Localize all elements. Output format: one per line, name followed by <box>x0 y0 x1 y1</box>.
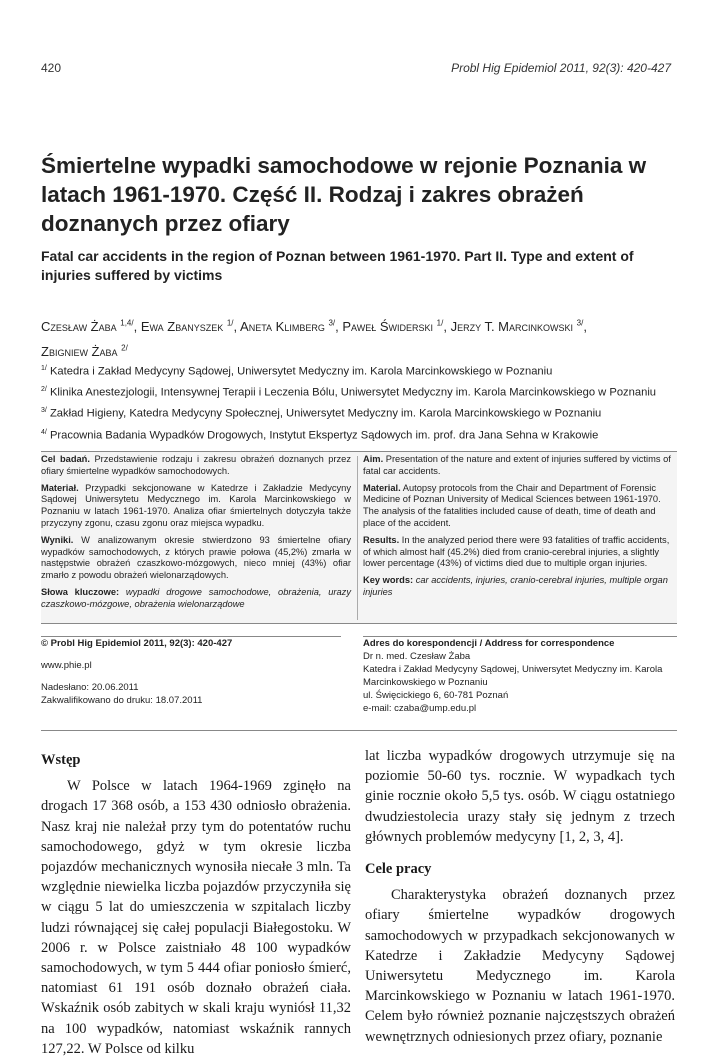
author: Zbigniew Żaba $^{2/}$ <box>41 343 128 359</box>
body-paragraph: Charakterystyka obrażeń doznanych przez ofiary śmiertelne wypadków drogowych samochodowych w przypadkach sekcjonowanych w Katedrze i Zakładzie Medycyny Sądowej Uniwersytetu Medycznego im. Karola Marcinkowskiego w Poznaniu w latach 1961-1970. Celem było również poznanie najczęstszych obrażeń wewnętrznych odniesionych przez ofiary, poznanie <box>365 887 675 1045</box>
section-heading-introduction: Wstęp <box>41 752 81 768</box>
section-heading-aims: Cele pracy <box>365 861 432 878</box>
abstract-box <box>41 451 677 624</box>
affiliation-list <box>41 360 691 445</box>
correspondence-email[interactable]: e-mail: czaba@ump.edu.pl <box>363 703 477 714</box>
author: Czesław Żaba $^{1,4/}$, <box>41 319 141 335</box>
author: Jerzy T. Marcinkowski $^{3/}$, <box>450 319 587 335</box>
article-title-english: Fatal car accidents in the region of Poznan between 1961-1970. Part II. Type and extent of injuries suffered by victims <box>41 248 634 283</box>
author: Ewa Zbanyszek $^{1/}$, <box>140 319 241 335</box>
page-number: 420 <box>41 61 62 75</box>
correspondence-address: ul. Święcickiego 6, 60-781 Poznań <box>363 690 509 701</box>
correspondence-heading: Adres do korespondencji / Address for correspondence <box>363 638 615 649</box>
publication-info <box>41 637 341 707</box>
abstract-polish: Cel badań. Przedstawienie rodzaju i zakresu obrażeń doznanych przez ofiary śmiertelne wypadków samochodowych. Materiał. Przypadki sekcjonowane w Katedrze i Zakładzie Medycyny Sądowej Uniwersytetu Medycznego im. Karola Marcinkowskiego w Poznaniu w latach 1961-1970. Analiza ofiar śmiertelnych dotyczyła także przyczyny zgonu, czasu zgonu oraz miejsca wypadku. Wyniki. W analizowanym okresie stwierdzono 93 śmiertelne ofiary wypadków samochodowych, z których prawie połowa (45,2%) zmarła w następstwie obrażeń czaszkowo-mózgowych, nieco mniej (43%) ofiar zmarło z powodu obrażeń wielonarządowych. Słowa kluczowe: wypadki drogowe samochodowe, obrażenia, urazy czaszkowo-mózgowe, obrażenia wielonarządowe <box>41 454 351 609</box>
website-link[interactable]: www.phie.pl <box>41 660 92 671</box>
journal-header: Probl Hig Epidemiol 2011, 92(3): 420-427 <box>451 61 671 75</box>
article-title-polish: Śmiertelne wypadki samochodowe w rejonie Poznania w latach 1961-1970. Część II. Rodzaj i zakres obrażeń doznanych przez ofiary <box>41 153 647 236</box>
section-separator <box>41 730 677 731</box>
correspondence-info <box>363 637 679 715</box>
correspondence-institution: Katedra i Zakład Medycyny Sądowej, Uniwersytet Medyczny im. Karola Marcinkowskiego w Poznaniu <box>363 664 663 688</box>
correspondence-name: Dr n. med. Czesław Żaba <box>363 651 471 662</box>
body-paragraph: lat liczba wypadków drogowych utrzymuje się na poziomie 50-60 tys. rocznie. W wypadkach tych ginie rocznie około 5,5 tys. osób. W ciągu ostatniego dwudziestolecia urazy stały się jednym z trzech głównych problemów medycyny [1, 2, 3, 4]. <box>365 748 675 845</box>
author-list <box>41 313 681 362</box>
citation: © Probl Hig Epidemiol 2011, 92(3): 420-427 <box>41 638 233 649</box>
body-column-right <box>365 746 675 1047</box>
affiliation: $^{1/}$ Katedra i Zakład Medycyny Sądowej, Uniwersytet Medyczny im. Karola Marcinkowskiego w Poznaniu <box>41 365 553 378</box>
affiliation: $^{2/}$ Klinika Anestezjologii, Intensywnej Terapii i Leczenia Bólu, Uniwersytet Medyczny im. Karola Marcinkowskiego w Poznaniu <box>41 386 657 399</box>
author: Paweł Świderski $^{1/}$, <box>342 319 451 335</box>
accepted-date: Zakwalifikowano do druku: 18.07.2011 <box>41 695 203 706</box>
abstract-divider <box>357 456 358 620</box>
submitted-date: Nadesłano: 20.06.2011 <box>41 682 139 693</box>
author: Aneta Klimberg $^{3/}$, <box>240 319 343 335</box>
affiliation: $^{4/}$ Pracownia Badania Wypadków Drogowych, Instytut Ekspertyz Sądowych im. prof. dra Jana Sehna w Krakowie <box>41 428 599 442</box>
body-column-left <box>41 750 351 1059</box>
affiliation: $^{3/}$ Zakład Higieny, Katedra Medycyny Społecznej, Uniwersytet Medyczny im. Karola Marcinkowskiego w Poznaniu <box>41 407 602 421</box>
body-paragraph: W Polsce w latach 1964-1969 zginęło na drogach 17 368 osób, a 153 430 odniosło obrażenia. Nasz kraj nie należał przy tym do potentatów ruchu samochodowego, gdyż w tym okresie liczba pojazdów mechanicznych wynosiła niecałe 3 mln. Ta względnie niewielka liczba pojazdów przyczyniła się w ciągu 5 lat do umieszczenia w szpitalach liczby ludzi równającej się całej populacji Białegostoku. W 2006 r. w Polsce zaistniało 48 100 wypadków samochodowych, w tym 5 444 ofiar poniosło śmierć, natomiast 61 191 osób doznało obrażeń ciała. Wskaźnik osób zabitych w skali kraju wyniósł 11,32 na 100 wypadków, natomiast wskaźnik rannych 127,22. W Polsce od kilku <box>41 778 351 1057</box>
abstract-english: Aim. Presentation of the nature and extent of injuries suffered by victims of fatal car accidents. Material. Autopsy protocols from the Chair and Department of Forensic Medicine of Poznan University of Medical Sciences between 1961-1970. The analysis of the fatalities included cause of death, time of death and place of the accident. Results. In the analyzed period there were 93 fatalities of traffic accidents, of which almost half (45.2%) died from cranio-cerebral injuries, a slightly lower percentage (43%) of victims died due to multiple organ injuries. Key words: car accidents, injuries, cranio-cerebral injuries, multiple organ injuries <box>363 454 671 597</box>
